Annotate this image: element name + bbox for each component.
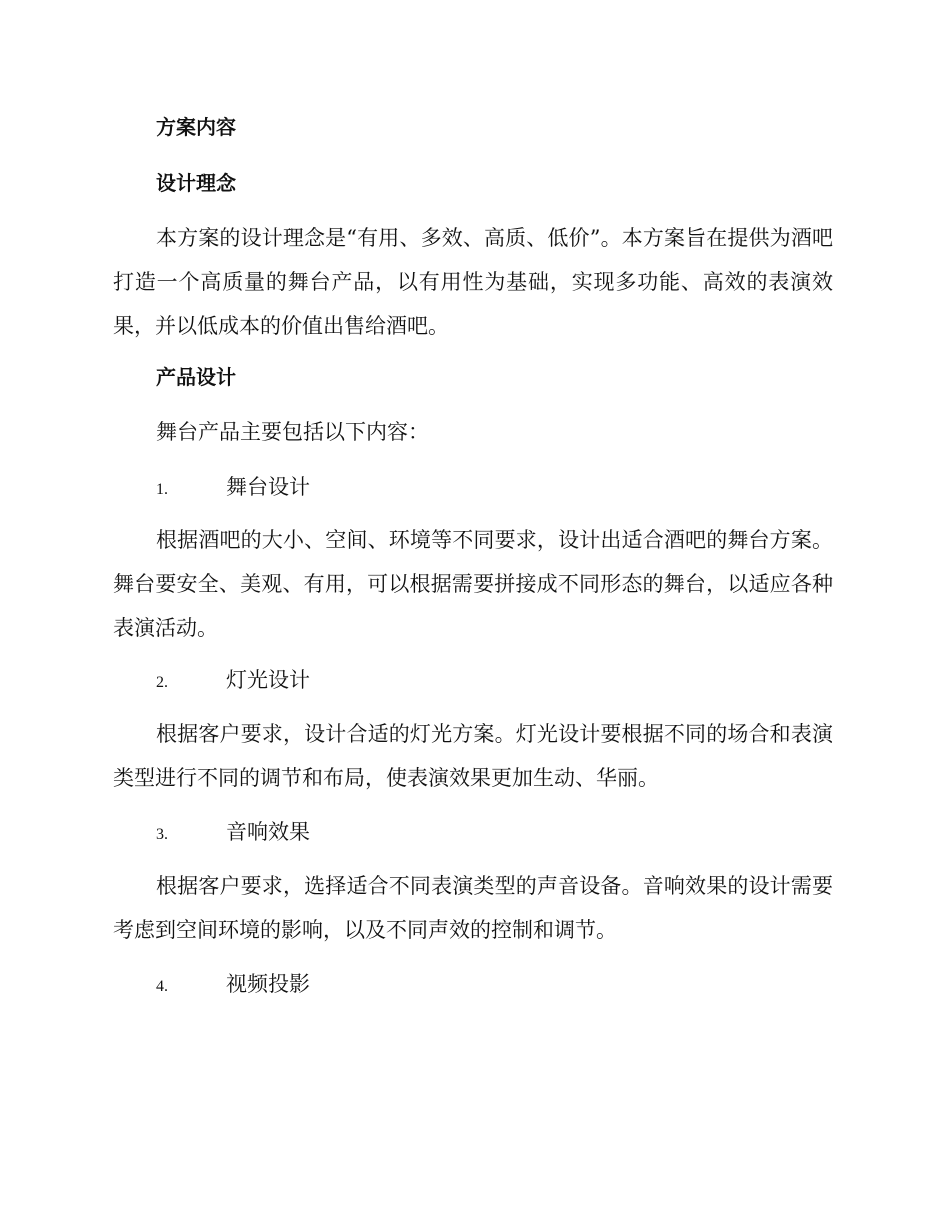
list-item-stage <box>156 472 833 505</box>
list-item-title: 舞台设计 <box>226 475 310 499</box>
list-item-lighting <box>156 665 833 698</box>
list-item-audio <box>156 817 833 850</box>
concept-paragraph: 本方案的设计理念是“有用、多效、高质、低价”。本方案旨在提供为酒吧打造一个高质量的舞台产品，以有用性为基础，实现多功能、高效的表演效果，并以低成本的价值出售给酒吧。 <box>113 226 833 338</box>
list-number: 1. <box>156 481 168 498</box>
list-number: 3. <box>156 826 168 843</box>
list-item-title: 视频投影 <box>226 972 310 996</box>
section-heading-concept: 设计理念 <box>156 171 236 195</box>
list-item-title: 灯光设计 <box>226 668 310 692</box>
list-number: 2. <box>156 674 168 691</box>
lighting-description: 根据客户要求，设计合适的灯光方案。灯光设计要根据不同的场合和表演类型进行不同的调节和布局，使表演效果更加生动、华丽。 <box>113 722 833 790</box>
section-heading-plan: 方案内容 <box>156 115 236 139</box>
product-intro: 舞台产品主要包括以下内容： <box>156 420 429 444</box>
list-item-title: 音响效果 <box>226 820 310 844</box>
audio-description: 根据客户要求，选择适合不同表演类型的声音设备。音响效果的设计需要考虑到空间环境的影响，以及不同声效的控制和调节。 <box>113 874 833 942</box>
list-item-video <box>156 969 833 1002</box>
section-heading-product: 产品设计 <box>156 365 236 389</box>
stage-description: 根据酒吧的大小、空间、环境等不同要求，设计出适合酒吧的舞台方案。舞台要安全、美观、有用，可以根据需要拼接成不同形态的舞台，以适应各种表演活动。 <box>113 528 833 640</box>
list-number: 4. <box>156 978 168 995</box>
